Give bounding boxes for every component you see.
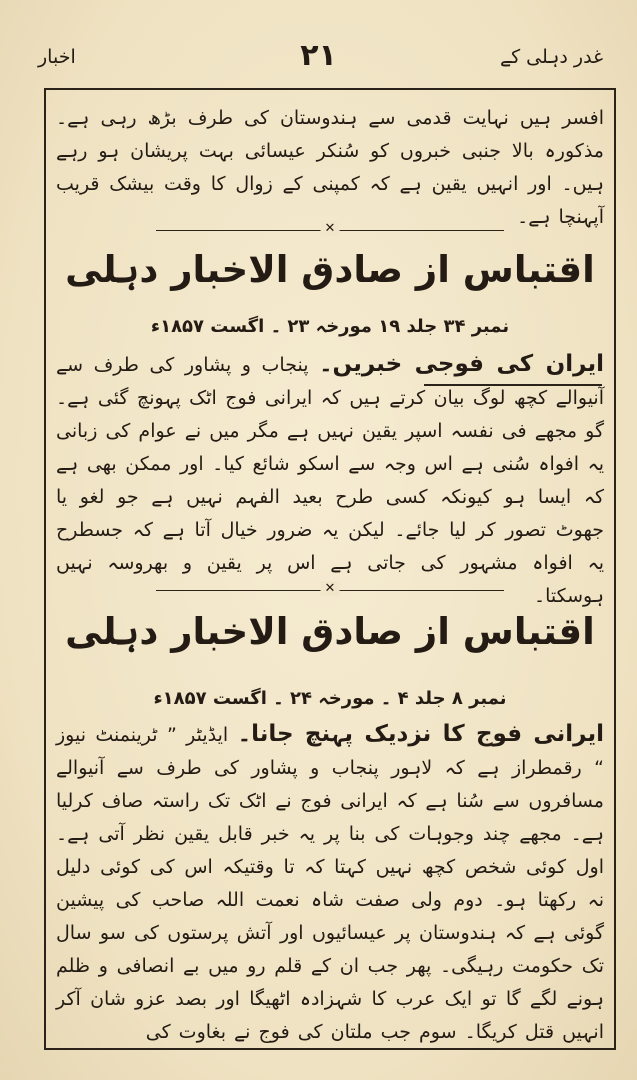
section-divider [156,581,504,596]
section2-body: ایڈیٹر ” ٹرینمنٹ نیوز “ رقمطراز ہے کہ لاہور پنجاب و پشاور کی طرف سے آنیوالے مسافروں سے سُنا ہے کہ ایرانی فوج نے اٹک تک راستہ صاف کرلیا ہے۔ مجھے چند وجوہات کی بنا پر یہ خبر قابل یقین نظر آتی ہے۔ اول کوئی شخص کچھ نہیں کہتا کہ تا وقتیکہ اس کی کوئی دلیل نہ رکھتا ہو۔ دوم ولی صفت شاہ نعمت اللہ صاحب کی پیشین گوئی ہے کہ ہندوستان پر عیسائیوں اور آتش پرستوں کی سو سال تک حکومت رہیگی۔ پھر جب ان کے قلم رو میں بے انصافی و ظلم ہونے لگے گا تو ایک عرب کا شہزادہ اٹھیگا اور بصد عزو شان آکر انہیں قتل کریگا۔ سوم جب ملتان کی فوج نے بغاوت کی [56,724,604,1043]
running-head-left: اخبار [38,46,76,68]
section1-headline-underline [424,384,602,386]
page-header [24,38,613,78]
intro-paragraph: افسر ہیں نہایت قدمی سے ہندوستان کی طرف بڑھ رہی ہے۔ مذکورہ بالا جنبی خبروں کو سُنکر عیسائی بہت پریشان ہو رہے ہیں۔ اور انہیں یقین ہے کہ کمپنی کے زوال کا وقت بیشک قریب آپہنچا ہے۔ [56,107,604,228]
section-divider [156,221,504,236]
page-number: ۲۱ [300,38,337,73]
section1-headline: ایران کی فوجی خبریں۔ [319,351,605,377]
star-ornament-icon: ✕ [321,221,340,236]
section1-title: اقتباس از صادق الاخبار دہلی [65,248,595,291]
running-head-right: غدر دہلی کے [499,46,603,68]
section1-body: پنجاب و پشاور کی طرف سے آنیوالے کچھ لوگ بیان کرتے ہیں کہ ایرانی فوج اٹک پہونچ گئی ہے۔ گو مجھے فی نفسہ اسپر یقین نہیں ہے مگر میں نے عوام کی زبانی یہ افواہ سُنی ہے اس وجہ سے اسکو شائع کیا۔ اور ممکن بھی ہے کہ ایسا ہو کیونکہ کسی طرح بعید الفہم نہیں ہے جو لغو یا جھوٹ تصور کر لیا جائے۔ لیکن یہ ضرور خیال آتا ہے کہ جسطرح یہ افواہ مشہور کی جاتی ہے اس پر یقین و بھروسہ نہیں ہوسکتا۔ [56,354,604,607]
star-ornament-icon: ✕ [321,581,340,596]
content-frame [44,88,616,1050]
section2-issue-line: نمبر ۸ جلد ۴ ۔ مورخہ ۲۴ ۔ اگست ۱۸۵۷ء [153,688,507,709]
section2-article [56,718,604,1049]
section1-issue-line: نمبر ۳۴ جلد ۱۹ مورخہ ۲۳ ۔ اگست ۱۸۵۷ء [150,316,510,337]
section1-article [56,348,604,613]
section2-headline: ایرانی فوج کا نزدیک پہنچ جانا۔ [237,721,605,747]
section2-title: اقتباس از صادق الاخبار دہلی [65,610,595,653]
